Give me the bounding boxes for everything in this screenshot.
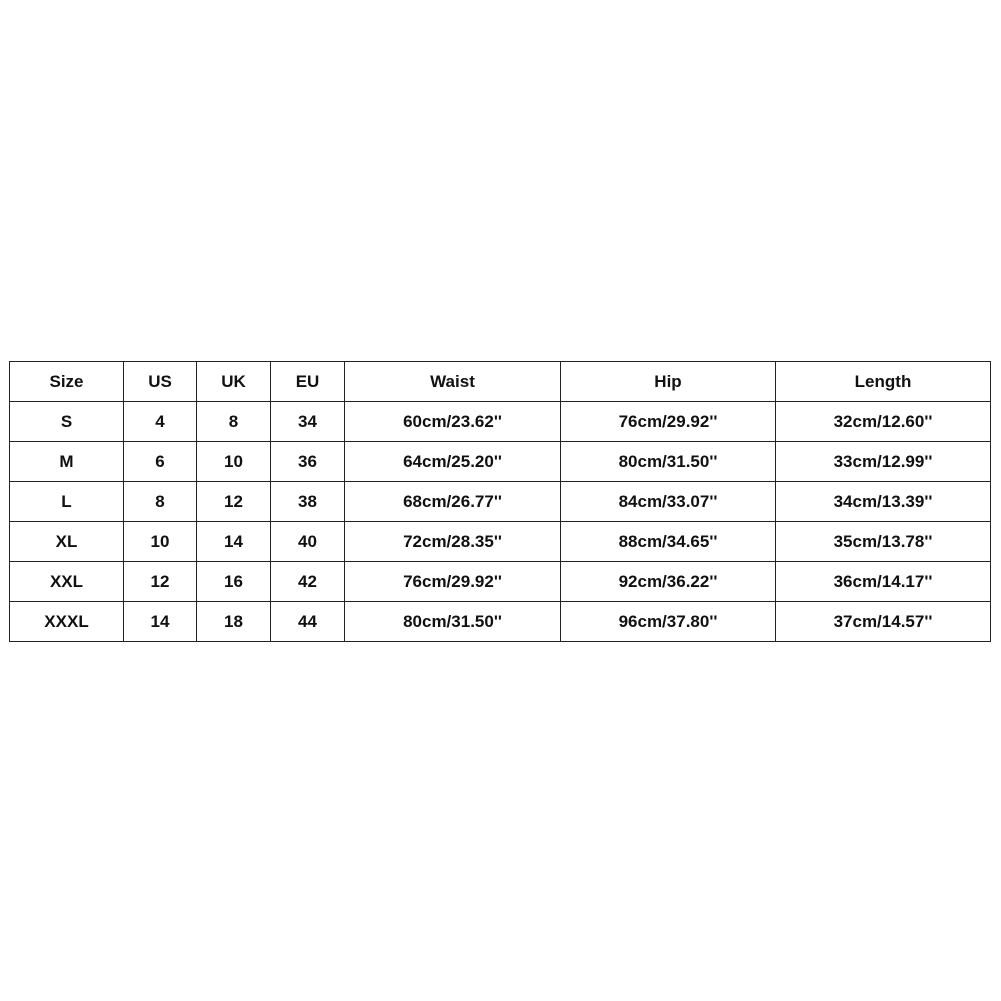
cell-eu: 34	[271, 402, 345, 442]
header-eu: EU	[271, 362, 345, 402]
cell-length: 33cm/12.99''	[776, 442, 991, 482]
cell-uk: 14	[197, 522, 271, 562]
cell-eu: 38	[271, 482, 345, 522]
cell-uk: 8	[197, 402, 271, 442]
cell-waist: 68cm/26.77''	[345, 482, 561, 522]
table-row	[10, 442, 991, 482]
table-header-row	[10, 362, 991, 402]
header-hip: Hip	[561, 362, 776, 402]
cell-size: L	[10, 482, 124, 522]
cell-uk: 12	[197, 482, 271, 522]
cell-eu: 44	[271, 602, 345, 642]
cell-hip: 84cm/33.07''	[561, 482, 776, 522]
cell-size: S	[10, 402, 124, 442]
table-row	[10, 402, 991, 442]
cell-hip: 92cm/36.22''	[561, 562, 776, 602]
cell-eu: 40	[271, 522, 345, 562]
cell-eu: 42	[271, 562, 345, 602]
cell-length: 36cm/14.17''	[776, 562, 991, 602]
cell-uk: 18	[197, 602, 271, 642]
cell-hip: 76cm/29.92''	[561, 402, 776, 442]
cell-waist: 80cm/31.50''	[345, 602, 561, 642]
cell-waist: 64cm/25.20''	[345, 442, 561, 482]
cell-eu: 36	[271, 442, 345, 482]
cell-us: 8	[124, 482, 197, 522]
cell-length: 32cm/12.60''	[776, 402, 991, 442]
cell-waist: 76cm/29.92''	[345, 562, 561, 602]
cell-us: 12	[124, 562, 197, 602]
table-row	[10, 602, 991, 642]
table-row	[10, 522, 991, 562]
cell-hip: 80cm/31.50''	[561, 442, 776, 482]
cell-size: M	[10, 442, 124, 482]
cell-us: 10	[124, 522, 197, 562]
cell-size: XXL	[10, 562, 124, 602]
cell-size: XL	[10, 522, 124, 562]
cell-length: 35cm/13.78''	[776, 522, 991, 562]
cell-waist: 72cm/28.35''	[345, 522, 561, 562]
cell-us: 6	[124, 442, 197, 482]
cell-uk: 10	[197, 442, 271, 482]
header-uk: UK	[197, 362, 271, 402]
cell-hip: 88cm/34.65''	[561, 522, 776, 562]
header-size: Size	[10, 362, 124, 402]
cell-length: 37cm/14.57''	[776, 602, 991, 642]
size-chart-table	[9, 361, 991, 642]
cell-us: 14	[124, 602, 197, 642]
cell-length: 34cm/13.39''	[776, 482, 991, 522]
header-us: US	[124, 362, 197, 402]
cell-us: 4	[124, 402, 197, 442]
cell-waist: 60cm/23.62''	[345, 402, 561, 442]
table-row	[10, 482, 991, 522]
cell-hip: 96cm/37.80''	[561, 602, 776, 642]
header-length: Length	[776, 362, 991, 402]
cell-uk: 16	[197, 562, 271, 602]
cell-size: XXXL	[10, 602, 124, 642]
header-waist: Waist	[345, 362, 561, 402]
table-row	[10, 562, 991, 602]
